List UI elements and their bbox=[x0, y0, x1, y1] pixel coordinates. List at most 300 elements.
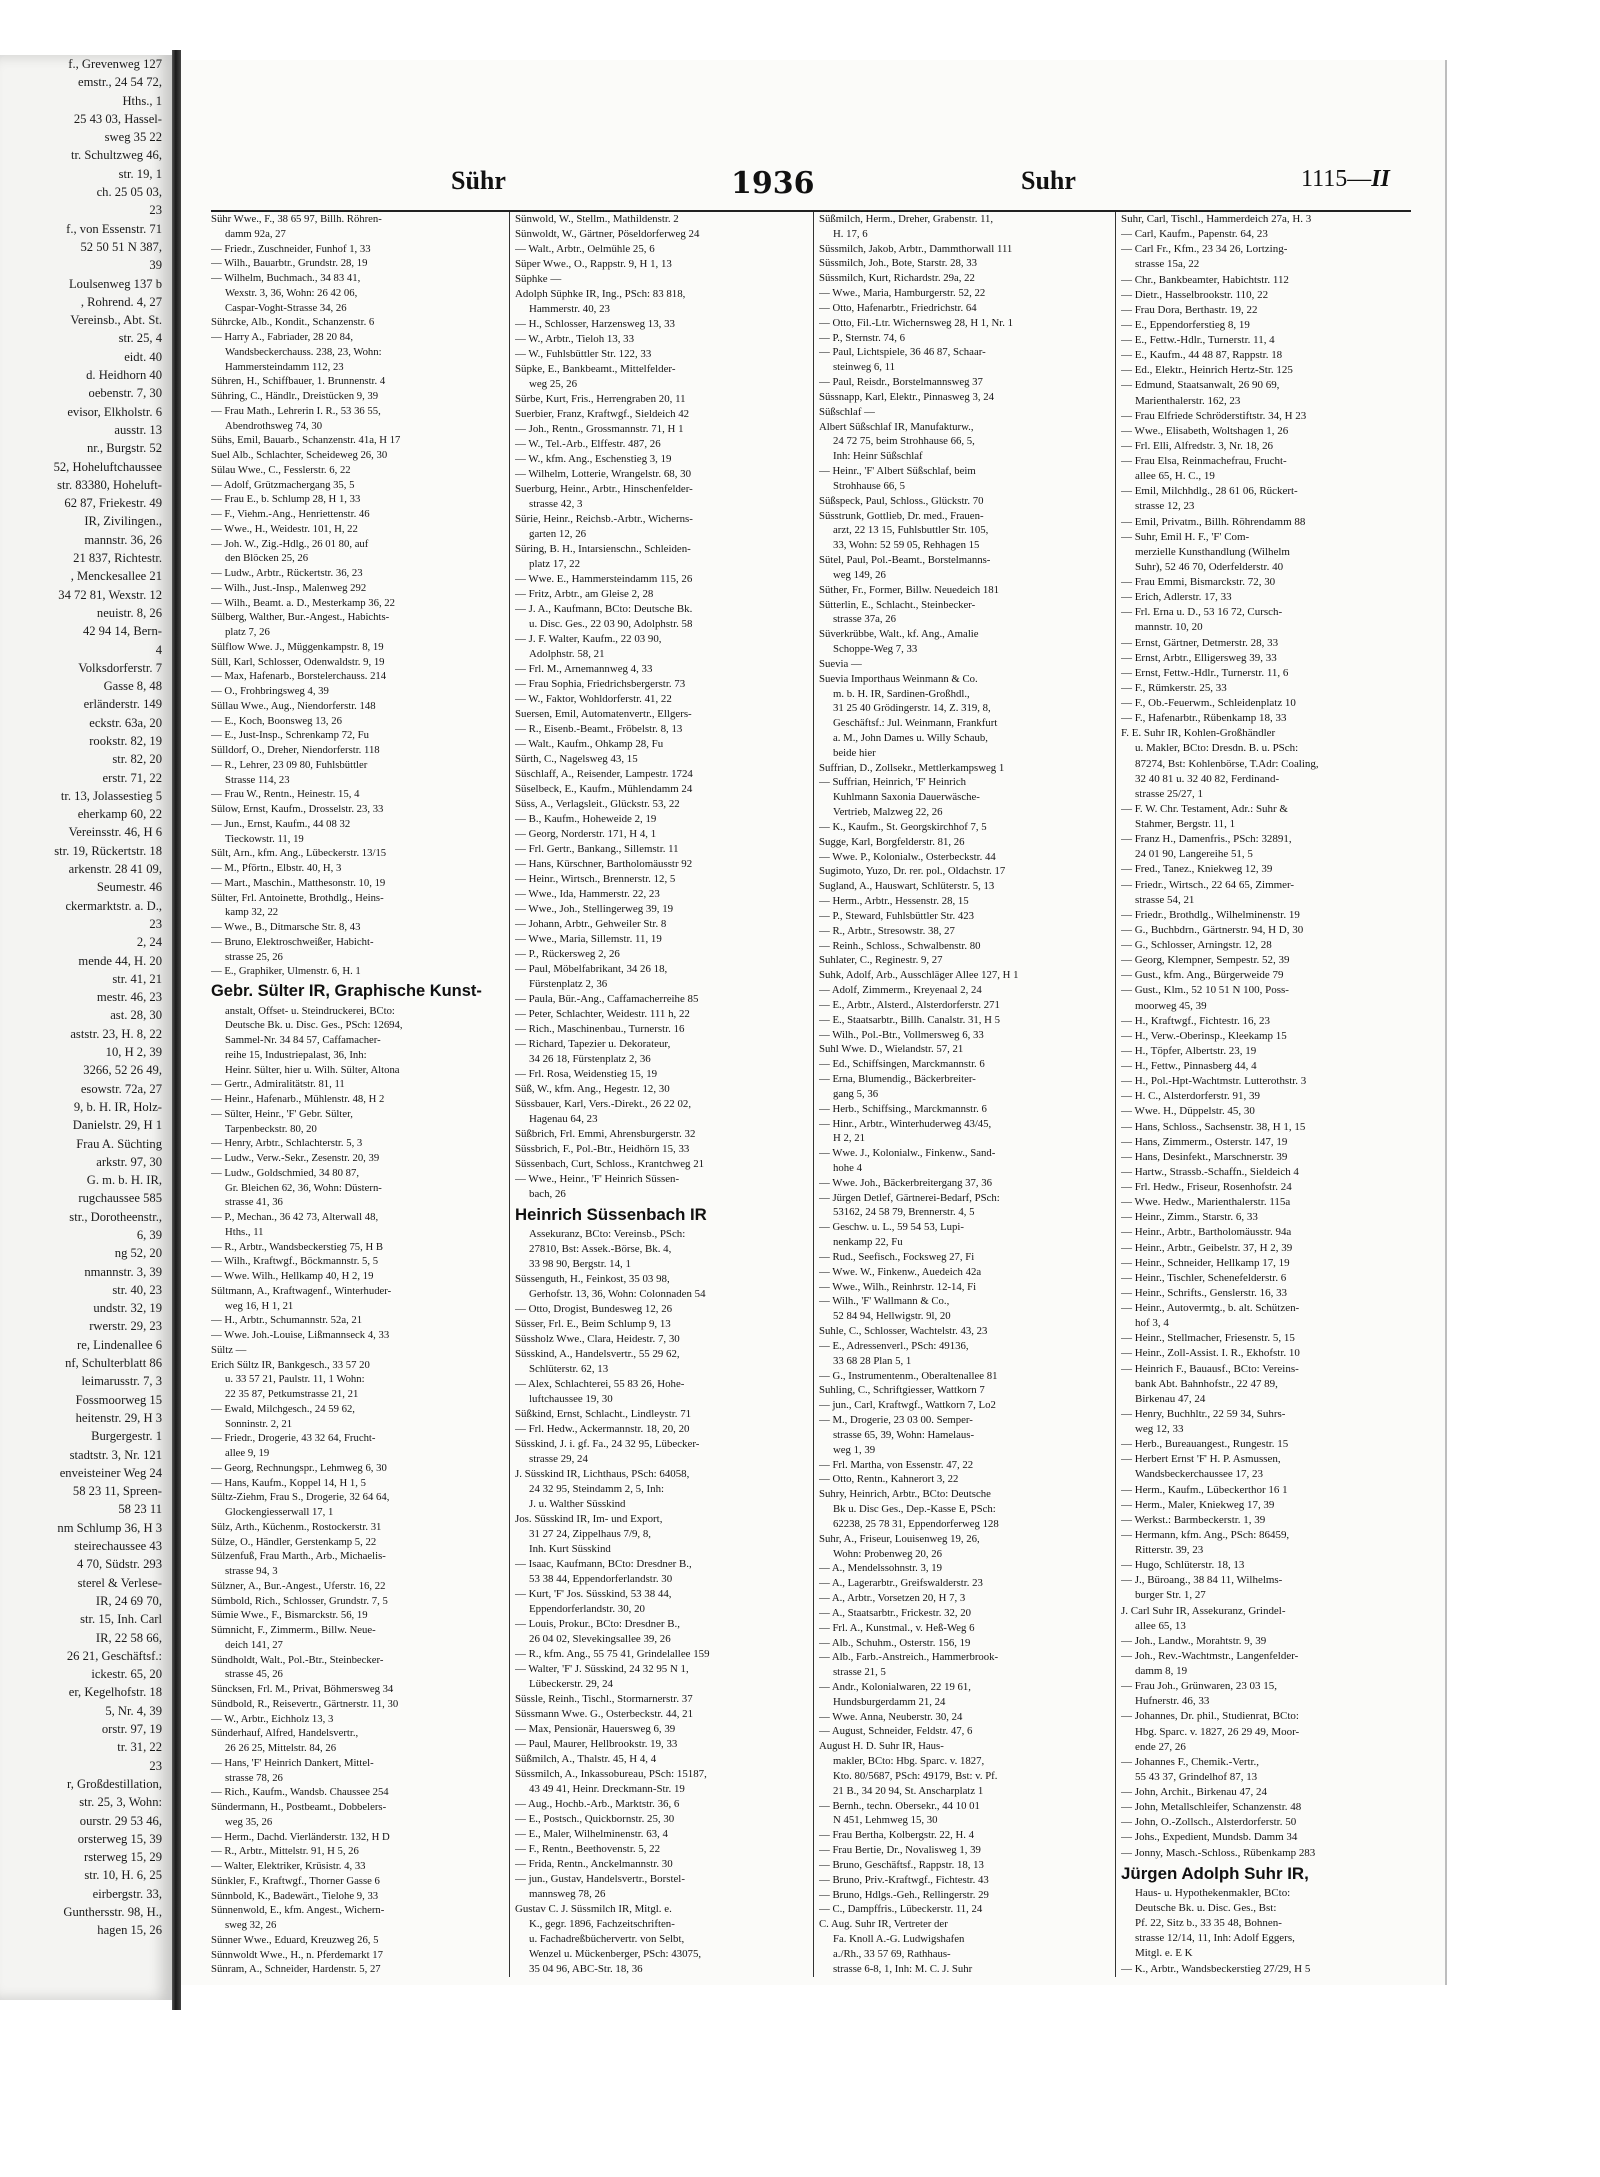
directory-entry: — Wwe., Joh., Stellingerweg 39, 19 bbox=[515, 903, 674, 915]
directory-entry: — E., Just-Insp., Schrenkamp 72, Fu bbox=[211, 729, 369, 742]
directory-entry: — Frl. Gertr., Bankang., Sillemstr. 11 bbox=[515, 843, 679, 855]
directory-entry: Gerhofstr. 13, 36, Wohn: Colonnaden 54 bbox=[529, 1288, 706, 1301]
directory-entry: Sümbold, Rich., Schlosser, Grundstr. 7, 5 bbox=[211, 1594, 388, 1607]
directory-entry: — K., Kaufm., St. Georgskirchhof 7, 5 bbox=[819, 820, 987, 833]
directory-entry: Süring, B. H., Intarsienschn., Schleiden- bbox=[515, 543, 691, 555]
previous-page-line: rwerstr. 29, 23 bbox=[89, 1319, 162, 1334]
directory-entry: — Walt., Arbtr., Oelmühle 25, 6 bbox=[515, 243, 655, 255]
previous-page-line: ast. 28, 30 bbox=[110, 1008, 162, 1023]
directory-entry: — Ludw., Arbtr., Rückertstr. 36, 23 bbox=[211, 567, 363, 579]
directory-entry: — B., Kaufm., Hoheweide 2, 19 bbox=[515, 813, 657, 825]
directory-entry: Süll, Karl, Schlosser, Odenwaldstr. 9, 19 bbox=[211, 655, 385, 668]
directory-entry: strasse 41, 36 bbox=[225, 1196, 283, 1209]
column-divider bbox=[509, 212, 510, 1977]
directory-entry: Süschlaff, A., Reisender, Lampestr. 1724 bbox=[515, 768, 693, 780]
directory-entry: den Blöcken 25, 26 bbox=[225, 552, 309, 565]
previous-page-line: 2, 24 bbox=[136, 935, 162, 950]
directory-entry: Süss, A., Verlagsleit., Glückstr. 53, 22 bbox=[515, 798, 680, 810]
directory-entry: Sünnenwold, E., kfm. Angest., Wichern- bbox=[211, 1904, 385, 1917]
directory-entry: — A., Mendelssohnstr. 3, 19 bbox=[819, 1562, 943, 1575]
directory-entry: Sünwoldt, W., Gärtner, Pöseldorferweg 24 bbox=[515, 228, 700, 240]
directory-entry: Süper Wwe., O., Rappstr. 9, H 1, 13 bbox=[515, 258, 672, 270]
directory-entry: Sürth, C., Nagelsweg 43, 15 bbox=[515, 753, 638, 765]
directory-entry: damm 8, 19 bbox=[1135, 1665, 1188, 1677]
directory-entry: — Heinr., Schrifts., Genslerstr. 16, 33 bbox=[1121, 1286, 1288, 1299]
directory-entry: — Frl. A., Kunstmal., v. Heß-Weg 6 bbox=[819, 1621, 975, 1634]
previous-page-line: 23 bbox=[149, 203, 162, 218]
directory-entry: Süßmilch, Herm., Dreher, Grabenstr. 11, bbox=[819, 213, 994, 225]
previous-page-line: 4 bbox=[155, 642, 162, 657]
advertisement-heading: Heinrich Süssenbach IR bbox=[515, 1205, 707, 1224]
directory-entry: — Ludw., Goldschmied, 34 80 87, bbox=[211, 1166, 360, 1179]
directory-entry: Sümie Wwe., F., Bismarckstr. 56, 19 bbox=[211, 1609, 368, 1622]
directory-entry: — A., Arbtr., Vorsetzen 20, H 7, 3 bbox=[819, 1592, 966, 1605]
directory-entry: Sült, Arn., kfm. Ang., Lübeckerstr. 13/15 bbox=[211, 847, 387, 860]
previous-page-line: evisor, Elkholstr. 6 bbox=[67, 404, 162, 419]
directory-entry: Süssmilch, Jakob, Arbtr., Dammthorwall 111 bbox=[819, 242, 1013, 255]
directory-entry: Eppendorferlandstr. 30, 20 bbox=[529, 1603, 645, 1616]
previous-page-line: re, Lindenallee 6 bbox=[77, 1337, 162, 1352]
directory-entry: Suhling, C., Schriftgiesser, Wattkorn 7 bbox=[819, 1384, 985, 1397]
directory-entry: Süssnapp, Karl, Elektr., Pinnasweg 3, 24 bbox=[819, 390, 994, 403]
directory-entry: 33, Wohn: 52 59 05, Rehhagen 15 bbox=[833, 539, 980, 552]
directory-entry: — Rich., Kaufm., Wandsb. Chaussee 254 bbox=[211, 1786, 389, 1799]
directory-entry: Süssle, Reinh., Tischl., Stormarnerstr. 37 bbox=[515, 1693, 693, 1706]
directory-entry: Fürstenplatz 2, 36 bbox=[529, 978, 608, 990]
directory-entry: — Ludw., Verw.-Sekr., Zesenstr. 20, 39 bbox=[211, 1152, 380, 1165]
directory-entry: — Frl. Rosa, Weidenstieg 15, 19 bbox=[515, 1068, 658, 1080]
header-page-number bbox=[1301, 166, 1390, 193]
directory-entry: m. b. H. IR, Sardinen-Großhdl., bbox=[833, 687, 970, 700]
directory-entry: — Max, Hafenarb., Borstelerchauss. 214 bbox=[211, 670, 387, 683]
previous-page-line: arkenstr. 28 41 09, bbox=[68, 862, 162, 877]
directory-entry: Süsser, Frl. E., Beim Schlump 9, 13 bbox=[515, 1318, 671, 1331]
directory-entry: strasse 25, 26 bbox=[225, 950, 283, 963]
directory-entry: — W., Fuhlsbüttler Str. 122, 33 bbox=[515, 348, 652, 360]
directory-entry: — Wwe., Heinr., 'F' Heinrich Süssen- bbox=[515, 1173, 680, 1185]
directory-entry: — G., Schlosser, Arningstr. 12, 28 bbox=[1121, 939, 1272, 951]
directory-entry: — Heinr., Wirtsch., Brennerstr. 12, 5 bbox=[515, 873, 676, 885]
directory-entry: Sündbold, R., Reisevertr., Gärtnerstr. 11, 30 bbox=[211, 1697, 399, 1710]
directory-entry: — J. F. Walter, Kaufm., 22 03 90, bbox=[515, 633, 662, 645]
previous-page-line: 5, Nr. 4, 39 bbox=[105, 1703, 162, 1718]
directory-entry: Suhle, C., Schlosser, Wachtelstr. 43, 23 bbox=[819, 1325, 988, 1338]
directory-entry: — Bruno, Priv.-Kraftwgf., Fichtestr. 43 bbox=[819, 1873, 989, 1886]
directory-entry: — Rich., Maschinenbau., Turnerstr. 16 bbox=[515, 1023, 685, 1035]
directory-entry: — E., Arbtr., Alsterd., Alsterdorferstr. 271 bbox=[819, 998, 1000, 1011]
directory-entry: — Jonny, Masch.-Schloss., Rübenkamp 283 bbox=[1121, 1846, 1316, 1859]
previous-page-line: enveisteiner Weg 24 bbox=[59, 1465, 162, 1480]
directory-entry: Sugge, Karl, Borgfelderstr. 81, 26 bbox=[819, 835, 965, 848]
directory-entry: — H., Schlosser, Harzensweg 13, 33 bbox=[515, 318, 675, 330]
directory-entry: — Wwe. H., Düppelstr. 45, 30 bbox=[1121, 1105, 1255, 1118]
directory-entry: Süssbrich, F., Pol.-Btr., Heidhörn 15, 33 bbox=[515, 1143, 690, 1155]
previous-page-line: ch. 25 05 03, bbox=[96, 185, 162, 200]
directory-entry: steinweg 6, 11 bbox=[833, 361, 896, 374]
directory-entry: Erich Sültz IR, Bankgesch., 33 57 20 bbox=[211, 1358, 370, 1371]
directory-entry: Sültz — bbox=[211, 1343, 247, 1356]
directory-entry: a./Rh., 33 57 69, Rathhaus- bbox=[833, 1947, 951, 1960]
directory-entry: 31 27 24, Zippelhaus 7/9, 8, bbox=[529, 1528, 652, 1541]
directory-entry: — F., Rümkerstr. 25, 33 bbox=[1121, 681, 1227, 694]
directory-entry: strasse 6-8, 1, Inh: M. C. J. Suhr bbox=[833, 1962, 973, 1975]
directory-entry: Süssmilch, Joh., Bote, Starstr. 28, 33 bbox=[819, 257, 977, 270]
directory-entry: garten 12, 26 bbox=[529, 528, 587, 540]
directory-entry: — C., Dampffris., Lübeckerstr. 11, 24 bbox=[819, 1903, 983, 1916]
directory-entry: Sümnicht, F., Zimmerm., Billw. Neue- bbox=[211, 1624, 376, 1637]
directory-entry: mannsweg 78, 26 bbox=[529, 1888, 606, 1901]
directory-entry: — E., Koch, Boonsweg 13, 26 bbox=[211, 714, 342, 727]
directory-entry: — Wwe., Maria, Hamburgerstr. 52, 22 bbox=[819, 287, 986, 300]
directory-entry: — Frau Math., Lehrerin I. R., 53 36 55, bbox=[211, 404, 381, 417]
directory-entry: — H., Arbtr., Schumannstr. 52a, 21 bbox=[211, 1314, 363, 1327]
directory-entry: — R., Lehrer, 23 09 80, Fuhlsbüttler bbox=[211, 758, 368, 771]
directory-entry: — Peter, Schlachter, Weidestr. 111 h, 22 bbox=[515, 1008, 690, 1020]
previous-page-line: 52 50 51 N 387, bbox=[80, 239, 162, 254]
directory-entry: Marienthalerstr. 162, 23 bbox=[1135, 394, 1241, 407]
previous-page-line: 3266, 52 26 49, bbox=[83, 1063, 162, 1078]
directory-entry: Süssholz Wwe., Clara, Heidestr. 7, 30 bbox=[515, 1333, 680, 1346]
directory-page bbox=[181, 60, 1447, 1985]
directory-entry: mannstr. 10, 20 bbox=[1135, 621, 1203, 634]
previous-page-line: IR, 24 69 70, bbox=[95, 1593, 162, 1608]
directory-entry: hof 3, 4 bbox=[1135, 1317, 1169, 1330]
directory-entry: Süpke, E., Bankbeamt., Mittelfelder- bbox=[515, 363, 676, 375]
directory-entry: Sülau Wwe., C., Fesslerstr. 6, 22 bbox=[211, 463, 351, 476]
directory-entry: J. Süsskind IR, Lichthaus, PSch: 64058, bbox=[515, 1468, 690, 1481]
directory-entry: 43 49 41, Heinr. Dreckmann-Str. 19 bbox=[529, 1783, 685, 1796]
directory-entry: — P., Mechan., 36 42 73, Alterwall 48, bbox=[211, 1211, 379, 1224]
directory-entry: Sühr Wwe., F., 38 65 97, Billh. Röhren- bbox=[211, 213, 382, 225]
directory-entry: — Wwe., H., Weidestr. 101, H, 22 bbox=[211, 522, 358, 535]
directory-entry: — Wwe., B., Ditmarsche Str. 8, 43 bbox=[211, 921, 361, 933]
previous-page-line: mannstr. 36, 26 bbox=[84, 532, 162, 547]
directory-entry: Hammerstr. 40, 23 bbox=[529, 303, 610, 315]
directory-entry: — Frl. Martha, von Essenstr. 47, 22 bbox=[819, 1458, 974, 1471]
directory-entry: 24 72 75, beim Strohhause 66, 5, bbox=[833, 435, 975, 448]
previous-page-line: 34 72 81, Wexstr. 12 bbox=[58, 587, 162, 602]
header-right-keyword: Suhr bbox=[1021, 166, 1076, 195]
directory-entry: — Herm., Dachd. Vierländerstr. 132, H D bbox=[211, 1830, 390, 1843]
directory-entry: Gr. Bleichen 62, 36, Wohn: Düstern- bbox=[225, 1181, 382, 1194]
previous-page-line: ickestr. 65, 20 bbox=[91, 1667, 162, 1682]
previous-page-line: str. 25, 3, Wohn: bbox=[79, 1795, 162, 1810]
directory-entry: — John, O.-Zollsch., Alsterdorferstr. 50 bbox=[1121, 1816, 1297, 1829]
directory-entry: — M., Pförtn., Elbstr. 40, H, 3 bbox=[211, 862, 342, 874]
advertisement-heading: Gebr. Sülter IR, Graphische Kunst- bbox=[211, 982, 482, 1000]
directory-entry: — Johannes, Dr. phil., Studienrat, BCto: bbox=[1121, 1710, 1299, 1723]
previous-page-line: nf, Schulterblatt 86 bbox=[65, 1356, 162, 1371]
directory-entry: 22 35 87, Petkumstrasse 21, 21 bbox=[225, 1388, 359, 1401]
previous-page-line: 9, b. H. IR, Holz- bbox=[73, 1099, 162, 1114]
directory-entry: — J., Büroang., 38 84 11, Wilhelms- bbox=[1121, 1574, 1283, 1587]
directory-entry: — Wilh., 'F' Wallmann & Co., bbox=[819, 1295, 950, 1308]
directory-entry: 55 43 37, Grindelhof 87, 13 bbox=[1135, 1770, 1258, 1783]
directory-entry: — Heinr., Tischler, Schenefelderstr. 6 bbox=[1121, 1271, 1287, 1284]
directory-entry: — Herm., Maler, Kniekweg 17, 39 bbox=[1121, 1498, 1275, 1511]
directory-entry: strasse 12/14, 11, Inh: Adolf Eggers, bbox=[1135, 1932, 1295, 1945]
directory-entry: — Frau E., b. Schlump 28, H 1, 33 bbox=[211, 493, 361, 506]
directory-entry: allee 65, H. C., 19 bbox=[1135, 470, 1215, 483]
directory-entry: — Frida, Rentn., Anckelmannstr. 30 bbox=[515, 1858, 673, 1871]
directory-entry: Suerburg, Heinr., Arbtr., Hinschenfelder- bbox=[515, 483, 693, 495]
directory-entry: sweg 32, 26 bbox=[225, 1919, 277, 1932]
directory-entry: — Wwe. Hedw., Marienthalerstr. 115a bbox=[1121, 1196, 1291, 1209]
directory-entry: — Jürgen Detlef, Gärtnerei-Bedarf, PSch: bbox=[819, 1191, 1000, 1204]
previous-page-line: 62 87, Friekestr. 49 bbox=[64, 496, 162, 511]
directory-entry: — Richard, Tapezier u. Dekorateur, bbox=[515, 1038, 671, 1050]
directory-entry: — Frau Sophia, Friedrichsbergerstr. 73 bbox=[515, 678, 686, 690]
directory-entry: — Louis, Prokur., BCto: Dresdner B., bbox=[515, 1618, 680, 1631]
column-divider bbox=[813, 212, 814, 1977]
directory-entry: Süßspeck, Paul, Schloss., Glückstr. 70 bbox=[819, 494, 984, 507]
directory-entry: makler, BCto: Hbg. Sparc. v. 1827, bbox=[833, 1755, 985, 1768]
directory-entry: allee 65, 13 bbox=[1135, 1619, 1186, 1632]
directory-entry: Sugimoto, Yuzo, Dr. rer. pol., Oldachstr. 17 bbox=[819, 865, 1006, 878]
directory-entry: Glockengiesserwall 17, 1 bbox=[225, 1506, 334, 1519]
directory-entry: Kto. 80/5687, PSch: 49179, Bst: v. Pf. bbox=[833, 1769, 998, 1782]
directory-entry: Suevia Importhaus Weinmann & Co. bbox=[819, 672, 978, 685]
directory-entry: C. Aug. Suhr IR, Vertreter der bbox=[819, 1918, 948, 1931]
directory-entry: u. Fachadreßbüchervertr. von Selbt, bbox=[529, 1933, 685, 1946]
directory-entry: — Friedr., Wirtsch., 22 64 65, Zimmer- bbox=[1121, 878, 1295, 891]
directory-entry: H 2, 21 bbox=[833, 1132, 865, 1145]
previous-page-line: nm Schlump 36, H 3 bbox=[57, 1520, 162, 1535]
directory-entry: — August, Schneider, Feldstr. 47, 6 bbox=[819, 1725, 973, 1738]
directory-entry: 53162, 24 58 79, Brennerstr. 4, 5 bbox=[833, 1206, 975, 1219]
directory-entry: — Suhr, Emil H. F., 'F' Com- bbox=[1121, 530, 1250, 543]
previous-page-line: str. 19, 1 bbox=[118, 166, 162, 181]
previous-page-line: str. 40, 23 bbox=[112, 1282, 162, 1297]
directory-entry: — Herb., Bureauangest., Rungestr. 15 bbox=[1121, 1438, 1289, 1451]
previous-page-line: Fossmoorweg 15 bbox=[75, 1392, 162, 1407]
directory-entry: Sülzner, A., Bur.-Angest., Uferstr. 16, 22 bbox=[211, 1579, 386, 1592]
directory-entry: — R., Arbtr., Mittelstr. 91, H 5, 26 bbox=[211, 1845, 359, 1858]
directory-entry: 24 01 90, Langereihe 51, 5 bbox=[1135, 848, 1253, 861]
directory-entry: Adolph Süphke IR, Ing., PSch: 83 818, bbox=[515, 288, 686, 300]
directory-entry: 27810, Bst: Assek.-Börse, Bk. 4, bbox=[529, 1243, 672, 1256]
directory-entry: Sündholdt, Walt., Pol.-Btr., Steinbecker- bbox=[211, 1653, 384, 1666]
directory-entry: — Wwe. P., Kolonialw., Osterbeckstr. 44 bbox=[819, 850, 996, 863]
directory-entry: — Frau Elsa, Reinmachefrau, Frucht- bbox=[1121, 455, 1287, 467]
directory-entry: 26 26 25, Mittelstr. 84, 26 bbox=[225, 1742, 337, 1755]
directory-entry: luftchaussee 19, 30 bbox=[529, 1393, 613, 1406]
directory-entry: — Dietr., Hasselbrookstr. 110, 22 bbox=[1121, 288, 1269, 301]
directory-entry: Wandsbeckerchaussee 17, 23 bbox=[1135, 1468, 1263, 1481]
directory-entry: F. E. Suhr IR, Kohlen-Großhändler bbox=[1121, 727, 1276, 740]
previous-page-line: heitenstr. 29, H 3 bbox=[75, 1410, 162, 1425]
directory-entry: — Paul, Maurer, Hellbrookstr. 19, 33 bbox=[515, 1738, 678, 1751]
directory-entry: ende 27, 26 bbox=[1135, 1740, 1186, 1753]
directory-entry: weg 16, H 1, 21 bbox=[225, 1299, 294, 1312]
previous-page-line: mende 44, H. 20 bbox=[78, 953, 162, 968]
directory-entry: Hagenau 64, 23 bbox=[529, 1113, 598, 1125]
previous-page-line: ourstr. 29 53 46, bbox=[79, 1813, 162, 1828]
previous-page-line: IR, 22 58 66, bbox=[95, 1630, 162, 1645]
directory-entry: — Georg, Rechnungspr., Lehmweg 6, 30 bbox=[211, 1461, 387, 1474]
directory-entry: — Paul, Lichtspiele, 36 46 87, Schaar- bbox=[819, 346, 986, 359]
directory-entry: Suhr), 52 46 70, Oderfelderstr. 40 bbox=[1135, 560, 1284, 573]
previous-page-line: Volksdorferstr. 7 bbox=[78, 660, 162, 675]
directory-entry: Hundsburgerdamm 21, 24 bbox=[833, 1695, 946, 1708]
page-number-suffix: II bbox=[1371, 166, 1390, 192]
directory-entry: — J. A., Kaufmann, BCto: Deutsche Bk. bbox=[515, 603, 693, 615]
directory-entry: — Edmund, Staatsanwalt, 26 90 69, bbox=[1121, 379, 1280, 392]
directory-entry: beide hier bbox=[833, 746, 876, 759]
column-3 bbox=[819, 212, 1111, 1977]
directory-entry: — Hans, Schloss., Sachsenstr. 38, H 1, 15 bbox=[1121, 1120, 1306, 1133]
directory-entry: Birkenau 47, 24 bbox=[1135, 1392, 1206, 1405]
directory-entry: Kuhlmann Saxonia Dauerwäsche- bbox=[833, 791, 980, 804]
directory-entry: Sülze, O., Händler, Gerstenkamp 5, 22 bbox=[211, 1535, 377, 1548]
directory-entry: K., gegr. 1896, Fachzeitschriften- bbox=[529, 1918, 675, 1931]
directory-entry: — Heinr., 'F' Albert Süßschlaf, beim bbox=[819, 465, 976, 478]
directory-entry: Suhlater, C., Reginestr. 9, 27 bbox=[819, 954, 943, 967]
directory-entry: — Herm., Kaufm., Lübeckerthor 16 1 bbox=[1121, 1483, 1288, 1496]
previous-page-line: eidt. 40 bbox=[124, 349, 162, 364]
directory-entry: — E., Postsch., Quickbornstr. 25, 30 bbox=[515, 1813, 675, 1826]
directory-entry: — Emil, Privatm., Billh. Röhrendamm 88 bbox=[1121, 515, 1306, 528]
directory-entry: Sünnbold, K., Badewärt., Tielohe 9, 33 bbox=[211, 1889, 379, 1902]
directory-entry: — Otto, Drogist, Bundesweg 12, 26 bbox=[515, 1303, 673, 1316]
directory-entry: — Johann, Arbtr., Gehweiler Str. 8 bbox=[515, 918, 667, 930]
directory-columns bbox=[211, 210, 1411, 1982]
previous-page-line: eirbergstr. 33, bbox=[92, 1886, 162, 1901]
directory-entry: — Johannes F., Chemik.-Vertr., bbox=[1121, 1755, 1260, 1768]
previous-page-line: str. 82, 20 bbox=[112, 752, 162, 767]
directory-entry: — Wwe., Elisabeth, Woltshagen 1, 26 bbox=[1121, 424, 1289, 437]
previous-page-line: eherkamp 60, 22 bbox=[77, 807, 162, 822]
directory-entry: — Bernh., techn. Obersekr., 44 10 01 bbox=[819, 1799, 980, 1812]
directory-entry: — Wwe. E., Hammersteindamm 115, 26 bbox=[515, 573, 693, 585]
directory-entry: strasse 54, 21 bbox=[1135, 893, 1195, 906]
previous-page-line: d. Heidhorn 40 bbox=[86, 368, 162, 383]
previous-page-line: 21 837, Richtestr. bbox=[73, 551, 162, 566]
directory-entry: u. Makler, BCto: Dresdn. B. u. PSch: bbox=[1135, 742, 1299, 755]
directory-entry: — Hans, Zimmerm., Osterstr. 147, 19 bbox=[1121, 1135, 1288, 1148]
directory-entry: Strohhause 66, 5 bbox=[833, 479, 905, 492]
directory-entry: Fa. Knoll A.-G. Ludwigshafen bbox=[833, 1933, 965, 1946]
directory-entry: — Wilhelm, Lotterie, Wrangelstr. 68, 30 bbox=[515, 468, 692, 480]
directory-entry: — F., Viehm.-Ang., Henriettenstr. 46 bbox=[211, 508, 370, 520]
directory-entry: — Kurt, 'F' Jos. Süsskind, 53 38 44, bbox=[515, 1588, 672, 1601]
directory-entry: — Wwe., Wilh., Reinhrstr. 12-14, Fi bbox=[819, 1280, 977, 1293]
directory-entry: — Wwe., Maria, Sillemstr. 11, 19 bbox=[515, 933, 662, 945]
directory-entry: — Ed., Elektr., Heinrich Hertz-Str. 125 bbox=[1121, 364, 1293, 377]
previous-page-line: orstr. 97, 19 bbox=[101, 1722, 162, 1737]
directory-entry: 24 32 95, Steindamm 2, 5, Inh: bbox=[529, 1483, 665, 1496]
previous-page-line: tr. 31, 22 bbox=[117, 1740, 162, 1755]
directory-entry: Sülow, Ernst, Kaufm., Drosselstr. 23, 33 bbox=[211, 803, 384, 815]
directory-entry: — Heinrich F., Bauausf., BCto: Vereins- bbox=[1121, 1362, 1299, 1375]
directory-entry: — Otto, Rentn., Kahnerort 3, 22 bbox=[819, 1473, 959, 1486]
directory-entry: — Hugo, Schlüterstr. 18, 13 bbox=[1121, 1559, 1245, 1572]
previous-page-line: undstr. 32, 19 bbox=[93, 1301, 162, 1316]
directory-entry: — Wilh., Just.-Insp., Malenweg 292 bbox=[211, 581, 367, 594]
page-number-text: 1115— bbox=[1301, 166, 1372, 192]
previous-page-line: nr., Burgstr. 52 bbox=[87, 441, 162, 456]
directory-entry: 32 40 81 u. 32 40 82, Ferdinand- bbox=[1135, 772, 1280, 785]
directory-entry: — E., Fettw.-Hdlr., Turnerstr. 11, 4 bbox=[1121, 334, 1275, 346]
directory-entry: Suffrian, D., Zollsekr., Mettlerkampsweg 1 bbox=[819, 761, 1005, 774]
directory-entry: 21 B., 34 20 94, St. Anscharplatz 1 bbox=[833, 1784, 984, 1797]
directory-entry: platz 17, 22 bbox=[529, 558, 581, 570]
directory-entry: — Wwe., Ida, Hammerstr. 22, 23 bbox=[515, 888, 660, 900]
directory-entry: — Ernst, Arbtr., Elligersweg 39, 33 bbox=[1121, 651, 1277, 664]
directory-entry: — P., Sternstr. 74, 6 bbox=[819, 331, 906, 344]
directory-entry: N 451, Lehmweg 15, 30 bbox=[833, 1814, 938, 1827]
directory-entry: — W., Faktor, Wohldorferstr. 41, 22 bbox=[515, 693, 672, 705]
previous-page-line: Hths., 1 bbox=[122, 93, 162, 108]
directory-entry: reihe 15, Industriepalast, 36, Inh: bbox=[225, 1048, 367, 1061]
directory-entry: Süverkrübbe, Walt., kf. Ang., Amalie bbox=[819, 628, 979, 641]
advertisement-heading: Jürgen Adolph Suhr IR, bbox=[1121, 1863, 1309, 1883]
directory-entry: Süßschlaf — bbox=[819, 405, 875, 418]
directory-entry: — H., Kraftwgf., Fichtestr. 16, 23 bbox=[1121, 1014, 1270, 1027]
directory-entry: Suhry, Heinrich, Arbtr., BCto: Deutsche bbox=[819, 1488, 991, 1501]
directory-entry: Caspar-Voght-Strasse 34, 26 bbox=[225, 301, 347, 314]
directory-entry: Sülzenfuß, Frau Marth., Arb., Michaelis- bbox=[211, 1550, 386, 1563]
previous-page-line: r, Großdestillation, bbox=[67, 1776, 162, 1791]
directory-entry: Süßkind, Ernst, Schlacht., Lindleystr. 71 bbox=[515, 1408, 692, 1421]
directory-entry: — Chr., Bankbeamter, Habichtstr. 112 bbox=[1121, 273, 1289, 286]
directory-entry: — Heinr., Hafenarb., Mühlenstr. 48, H 2 bbox=[211, 1093, 385, 1106]
directory-entry: — Wwe. Anna, Neuberstr. 30, 24 bbox=[819, 1710, 963, 1723]
directory-entry: Gustav C. J. Süssmilch IR, Mitgl. e. bbox=[515, 1903, 672, 1916]
previous-page-line: ausstr. 13 bbox=[114, 422, 162, 437]
directory-entry: — Isaac, Kaufmann, BCto: Dresdner B., bbox=[515, 1558, 692, 1571]
directory-entry: — W., Arbtr., Eichholz 13, 3 bbox=[211, 1712, 334, 1725]
directory-entry: — E., Maler, Wilhelminenstr. 63, 4 bbox=[515, 1828, 668, 1841]
directory-entry: Wohn: Probenweg 20, 26 bbox=[833, 1547, 943, 1560]
directory-entry: u. 33 57 21, Paulstr. 11, 1 Wohn: bbox=[225, 1373, 365, 1386]
directory-entry: — John, Metallschleifer, Schanzenstr. 48 bbox=[1121, 1801, 1302, 1814]
directory-entry: — Otto, Hafenarbtr., Friedrichstr. 64 bbox=[819, 301, 977, 314]
directory-entry: weg 25, 26 bbox=[529, 378, 578, 390]
directory-entry: — Herm., Arbtr., Hessenstr. 28, 15 bbox=[819, 895, 969, 908]
directory-entry: moorweg 45, 39 bbox=[1135, 999, 1207, 1012]
directory-entry: — Heinr., Zoll-Assist. I. R., Ekhofstr. 10 bbox=[1121, 1347, 1300, 1360]
directory-entry: Süphke — bbox=[515, 273, 562, 285]
previous-page-line: 58 23 11, Spreen- bbox=[72, 1484, 162, 1499]
previous-page-line: IR, Zivilingen., bbox=[84, 514, 162, 529]
directory-entry: — Franz H., Damenfris., PSch: 32891, bbox=[1121, 833, 1292, 846]
previous-page-line: eckstr. 63a, 20 bbox=[89, 715, 162, 730]
directory-entry: Suhl Wwe. D., Wielandstr. 57, 21 bbox=[819, 1043, 964, 1056]
previous-page-line: str. 19, Rückertstr. 18 bbox=[54, 843, 162, 858]
previous-page-line: sterel & Verlese- bbox=[77, 1575, 162, 1590]
directory-entry: — Joh., Rentn., Grossmannstr. 71, H 1 bbox=[515, 423, 684, 435]
directory-entry: — A., Lagerarbtr., Greifswalderstr. 23 bbox=[819, 1577, 983, 1590]
directory-entry: — Carl, Kaufm., Papenstr. 64, 23 bbox=[1121, 228, 1268, 241]
directory-entry: — Erna, Blumendig., Bäckerbreiter- bbox=[819, 1073, 976, 1086]
directory-entry: — Paul, Reisdr., Borstelmannsweg 37 bbox=[819, 376, 983, 389]
directory-entry: hohe 4 bbox=[833, 1162, 862, 1174]
previous-page-line: 23 bbox=[149, 916, 162, 931]
directory-entry: Inh. Kurt Süsskind bbox=[529, 1543, 611, 1556]
directory-entry: — Herbert Ernst 'F' H. P. Asmussen, bbox=[1121, 1453, 1281, 1466]
directory-entry: strasse 37a, 26 bbox=[833, 613, 896, 626]
directory-entry: — Paul, Möbelfabrikant, 34 26 18, bbox=[515, 963, 668, 975]
directory-entry: Süther, Fr., Former, Billw. Neuedeich 181 bbox=[819, 583, 999, 596]
directory-entry: — Erich, Adlerstr. 17, 33 bbox=[1121, 591, 1232, 604]
previous-page-line: Gasse 8, 48 bbox=[103, 679, 162, 694]
directory-entry: Tarpenbeckstr. 80, 20 bbox=[225, 1122, 317, 1135]
directory-entry: — W., Tel.-Arb., Elffestr. 487, 26 bbox=[515, 438, 661, 450]
previous-page-line: 58 23 11 bbox=[118, 1502, 162, 1517]
directory-entry: — Suffrian, Heinrich, 'F' Heinrich bbox=[819, 776, 966, 789]
directory-entry: merzielle Kunsthandlung (Wilhelm bbox=[1135, 545, 1290, 558]
